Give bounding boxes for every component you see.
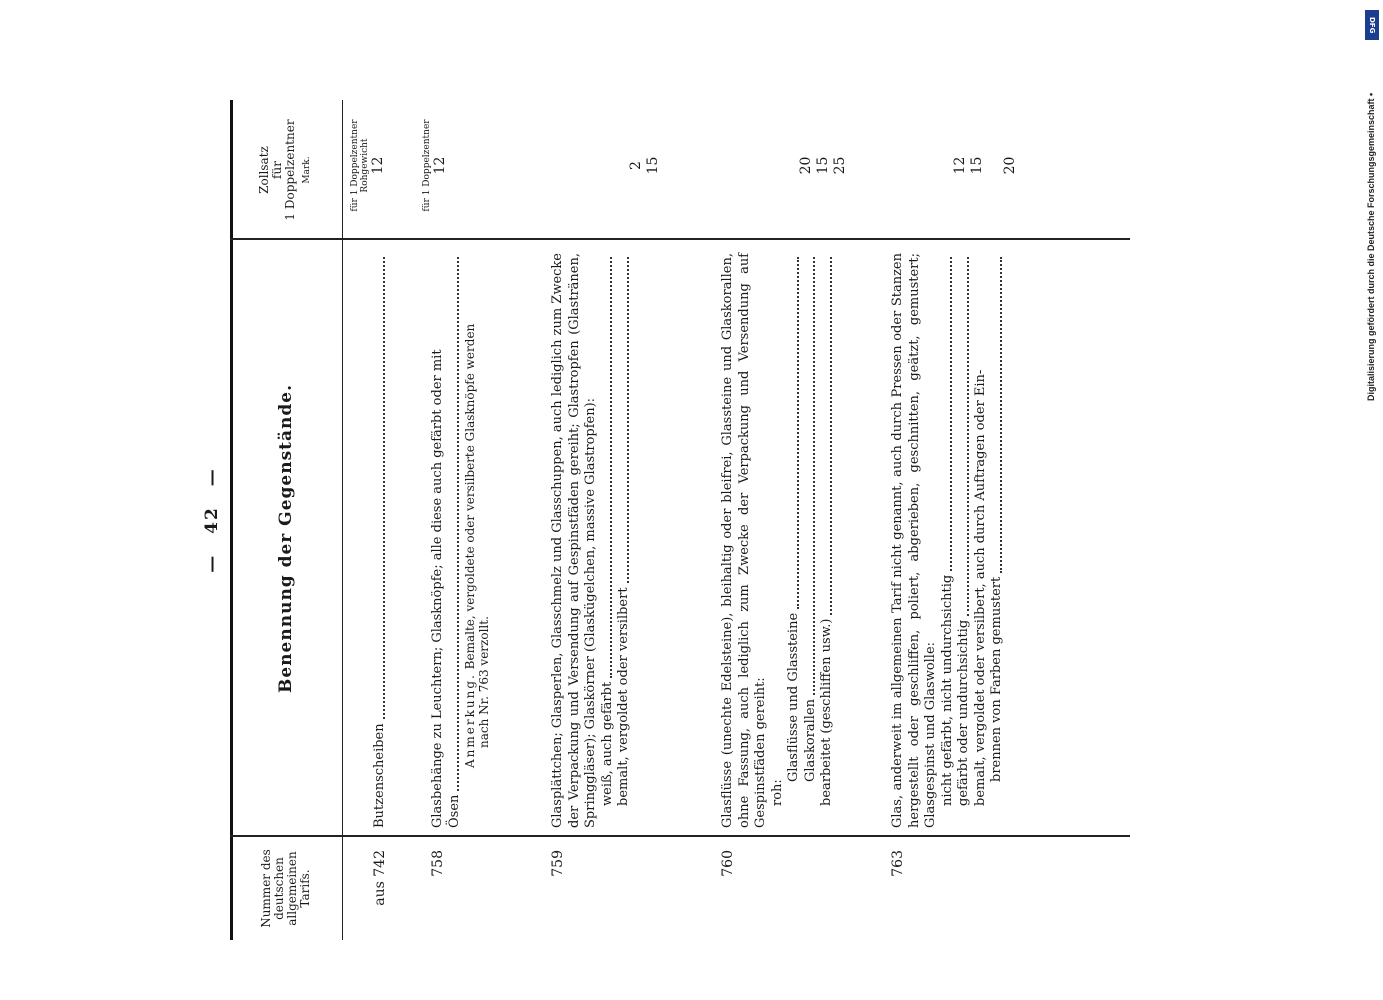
leader-dots xyxy=(813,257,815,695)
item-description xyxy=(550,253,633,828)
leader-dots xyxy=(383,257,385,719)
sub-item: weiß, auch gefärbt xyxy=(599,681,615,806)
tariff-number: 763 xyxy=(890,850,906,877)
dfg-logo: DFG xyxy=(1365,10,1379,40)
sub-item: gefärbt oder undurchsichtig xyxy=(956,619,971,806)
item-text: Glas, anderweit im allgemeinen Tarif nicht genannt, auch durch Pressen oder Stanzen hergestellt oder geschliffen, poliert, abgerieben, geschnitten, geätzt, gemustert; Glasgespinst und Glaswolle: xyxy=(890,253,938,828)
rate-value: 2 xyxy=(628,161,644,170)
tariff-page xyxy=(202,100,1130,940)
rate-value: 12 xyxy=(432,156,448,175)
sub-item: bemalt, vergoldet oder versilbert, auch durch Auftragen oder Ein- xyxy=(972,369,988,806)
item-text: Ösen xyxy=(446,794,462,828)
rate-unit: für 1 Doppelzentner xyxy=(422,119,432,212)
column-divider xyxy=(230,835,1130,837)
sub-item: Glaskorallen xyxy=(802,698,818,782)
header-number: Nummer des deutschen allgemeinen Tarifs. xyxy=(259,849,312,928)
note-text: Bemalte, vergoldete oder versilberte Glasknöpfe werden xyxy=(463,323,477,670)
duty-rate xyxy=(969,103,985,228)
leader-dots xyxy=(967,257,969,616)
digitization-credit xyxy=(1362,8,1383,408)
duty-rate xyxy=(645,103,661,228)
item-description xyxy=(720,253,836,828)
rate-value: 15 xyxy=(645,156,661,175)
note-text: nach Nr. 763 verzollt. xyxy=(477,616,491,748)
rate-value: 20 xyxy=(798,156,814,175)
note-label: Anmerkung. xyxy=(463,673,477,768)
sub-heading: roh: xyxy=(769,779,785,806)
leader-dots xyxy=(950,257,952,571)
rate-value: 15 xyxy=(815,156,831,175)
leader-dots xyxy=(457,257,459,791)
sub-item: bemalt, vergoldet oder versilbert xyxy=(616,587,631,806)
duty-rate xyxy=(798,103,814,228)
item-description xyxy=(430,253,491,828)
duty-rate xyxy=(832,103,848,228)
rate-value: 12 xyxy=(952,156,968,175)
table-top-rule xyxy=(230,100,233,940)
header-rate-line: Zollsatz xyxy=(257,146,271,194)
header-name: Benennung der Gegenstände. xyxy=(275,384,296,693)
duty-rate xyxy=(1002,103,1018,228)
sub-item: nicht gefärbt, nicht undurchsichtig xyxy=(939,574,955,806)
item-text: Butzenscheiben xyxy=(372,723,387,828)
note xyxy=(463,253,477,828)
sub-item: bearbeitet (geschliffen usw.) xyxy=(819,618,834,806)
leader-dots xyxy=(627,257,629,583)
duty-rate xyxy=(350,103,386,228)
tariff-number: 759 xyxy=(550,850,566,877)
tariff-number: 760 xyxy=(720,850,736,877)
leader-dots xyxy=(1000,257,1002,573)
leader-dots xyxy=(797,257,799,609)
rate-value: 15 xyxy=(969,156,985,175)
credit-text: Digitalisierung gefördert durch die Deutsche Forschungsgemeinschaft • xyxy=(1366,92,1376,401)
item-text: Glasbehänge zu Leuchtern; Glasknöpfe; alle diese auch gefärbt oder mit xyxy=(430,349,445,828)
duty-rate xyxy=(628,103,644,228)
item-text: Glasplättchen; Glasperlen, Glasschmelz und Glasschuppen, auch lediglich zum Zwecke der Verpackung und Versendung auf Gespinstfäden gereiht; Glastropfen (Glastränen, Springgläser); Glaskörner (Glaskügelchen, massive Glastropfen): xyxy=(550,253,598,828)
rate-value: 20 xyxy=(1002,156,1018,175)
item-description xyxy=(890,253,1006,828)
header-rate-line: 1 Doppelzentner xyxy=(283,119,297,221)
column-divider xyxy=(230,238,1130,240)
rate-value: 25 xyxy=(832,156,848,175)
sub-item: brennen von Farben gemustert xyxy=(989,576,1004,782)
header-rate-unit: Mark. xyxy=(302,156,312,184)
header-rate xyxy=(234,100,338,240)
rate-value: 12 xyxy=(370,156,386,175)
rate-unit: Rohgewicht xyxy=(360,138,370,193)
header-rate-line: für xyxy=(270,161,284,179)
item-text: Glasflüsse (unechte Edelsteine), bleihaltig oder bleifrei, Glassteine und Glaskorallen, ohne Fassung, auch lediglich zum Zwecke der Verpackung und Versendung auf Gespinstfäden gereiht: xyxy=(720,253,768,828)
duty-rate xyxy=(815,103,831,228)
tariff-number: aus 742 xyxy=(372,850,388,906)
duty-rate xyxy=(422,103,448,228)
header-rule xyxy=(342,100,343,940)
item-description xyxy=(372,253,389,828)
duty-rate xyxy=(952,103,968,228)
sub-item: Glasflüsse und Glassteine xyxy=(786,612,801,782)
tariff-number: 758 xyxy=(430,850,446,877)
page-number: — 42 — xyxy=(202,467,222,573)
leader-dots xyxy=(610,257,612,678)
tariff-table xyxy=(230,100,1130,940)
leader-dots xyxy=(830,257,832,615)
rate-unit: für 1 Doppelzentner xyxy=(350,119,360,212)
